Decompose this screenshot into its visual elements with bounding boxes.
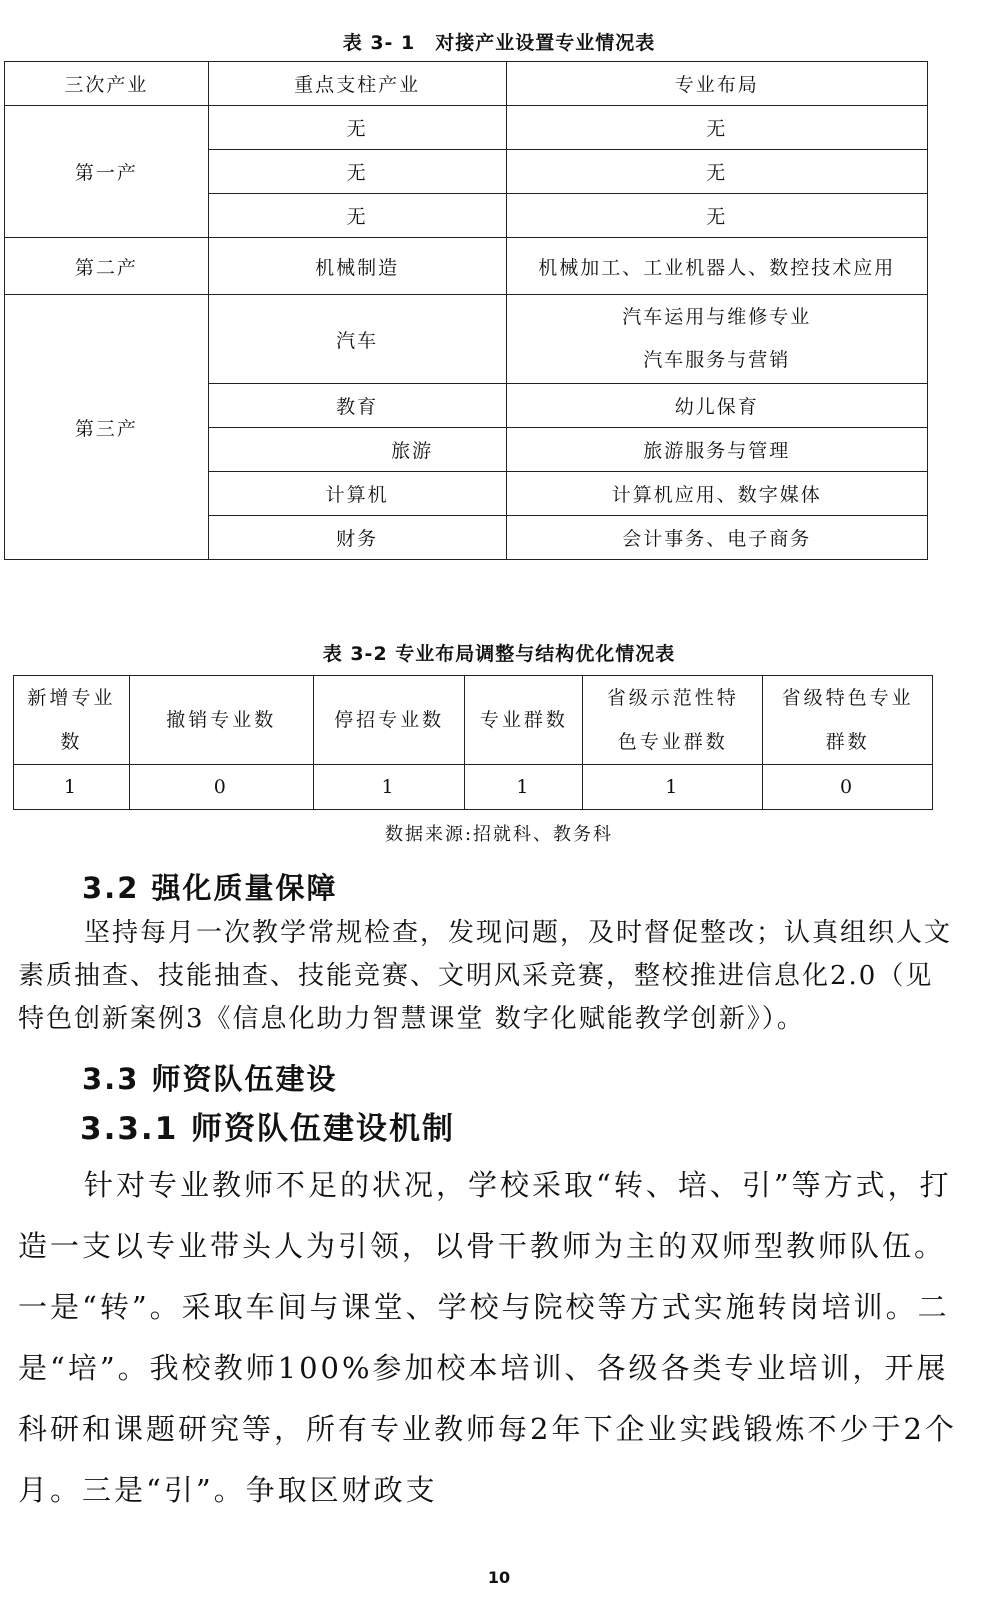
table-cell: 无 xyxy=(208,150,506,194)
section-paragraph: 针对专业教师不足的状况，学校采取“转、培、引”等方式，打造一支以专业带头人为引领，以骨干教师为主的双师型教师队伍。一是“转”。采取车间与课堂、学校与院校等方式实施转岗培训。二是“培”。我校教师100%参加校本培训、各级各类专业培训，开展科研和课题研究等，所有专业教师每2年下企业实践锻炼不少于2个月。三是“引”。争取区财政支 xyxy=(18,1168,957,1507)
section-heading-3-2: 3.2 强化质量保障 xyxy=(82,871,338,905)
header-line: 群数 xyxy=(825,731,870,753)
table-cell: 无 xyxy=(208,106,506,150)
header-cell xyxy=(14,676,130,765)
table-cell: 0 xyxy=(129,765,313,810)
page-number: 10 xyxy=(487,1568,511,1587)
table-header-row xyxy=(5,62,928,106)
table-row xyxy=(5,106,928,150)
table-cell: 无 xyxy=(208,194,506,238)
table-cell: 无 xyxy=(506,194,928,238)
subsection-heading-3-3-1: 3.3.1 师资队伍建设机制 xyxy=(80,1111,456,1147)
header-cell: 专业群数 xyxy=(465,676,583,765)
table-cell: 计算机应用、数字媒体 xyxy=(506,472,928,516)
table-cell: 财务 xyxy=(208,516,506,560)
industry-sector-cell: 第一产 xyxy=(5,106,209,238)
table-cell: 幼儿保育 xyxy=(506,384,928,428)
table-cell: 会计事务、电子商务 xyxy=(506,516,928,560)
table-cell: 汽车 xyxy=(208,295,506,384)
header-cell: 专业布局 xyxy=(506,62,928,106)
section-paragraph: 坚持每月一次教学常规检查，发现问题，及时督促整改；认真组织人文素质抽查、技能抽查、技能竞赛、文明风采竞赛，整校推进信息化2.0（见特色创新案例3《信息化助力智慧课堂 数字化赋能教学创新》）。 xyxy=(18,918,953,1034)
table1-caption: 表 3- 1 对接产业设置专业情况表 xyxy=(342,32,656,54)
header-cell xyxy=(763,676,933,765)
table-cell: 1 xyxy=(465,765,583,810)
major-line: 汽车运用与维修专业 xyxy=(622,306,812,328)
table-row xyxy=(5,238,928,295)
table-cell: 计算机 xyxy=(208,472,506,516)
table2-caption: 表 3-2 专业布局调整与结构优化情况表 xyxy=(322,643,676,665)
table-cell: 旅游 xyxy=(208,428,506,472)
table-cell: 机械加工、工业机器人、数控技术应用 xyxy=(506,238,928,295)
table-cell: 1 xyxy=(583,765,763,810)
industry-major-table xyxy=(4,61,928,560)
major-structure-table xyxy=(13,675,933,810)
table-cell: 无 xyxy=(506,150,928,194)
data-source-note: 数据来源:招就科、教务科 xyxy=(384,824,614,845)
header-cell: 三次产业 xyxy=(5,62,209,106)
table-cell: 教育 xyxy=(208,384,506,428)
header-cell: 重点支柱产业 xyxy=(208,62,506,106)
table-cell: 旅游服务与管理 xyxy=(506,428,928,472)
major-line: 汽车服务与营销 xyxy=(643,349,791,371)
section-heading-3-3: 3.3 师资队伍建设 xyxy=(82,1062,338,1096)
table-cell: 1 xyxy=(14,765,130,810)
header-line: 数 xyxy=(60,731,83,753)
table-header-row xyxy=(14,676,933,765)
header-line: 省级示范性特 xyxy=(606,687,739,709)
industry-sector-cell: 第二产 xyxy=(5,238,209,295)
header-cell: 停招专业数 xyxy=(313,676,465,765)
table-row xyxy=(14,765,933,810)
table-cell: 0 xyxy=(763,765,933,810)
header-cell xyxy=(583,676,763,765)
header-line: 新增专业 xyxy=(27,687,116,709)
table-cell xyxy=(506,295,928,384)
table-cell: 1 xyxy=(313,765,465,810)
header-line: 省级特色专业 xyxy=(781,687,914,709)
header-line: 色专业群数 xyxy=(617,731,728,753)
table-row xyxy=(5,295,928,384)
table-cell: 机械制造 xyxy=(208,238,506,295)
industry-sector-cell: 第三产 xyxy=(5,295,209,560)
header-cell: 撤销专业数 xyxy=(129,676,313,765)
table-cell: 无 xyxy=(506,106,928,150)
